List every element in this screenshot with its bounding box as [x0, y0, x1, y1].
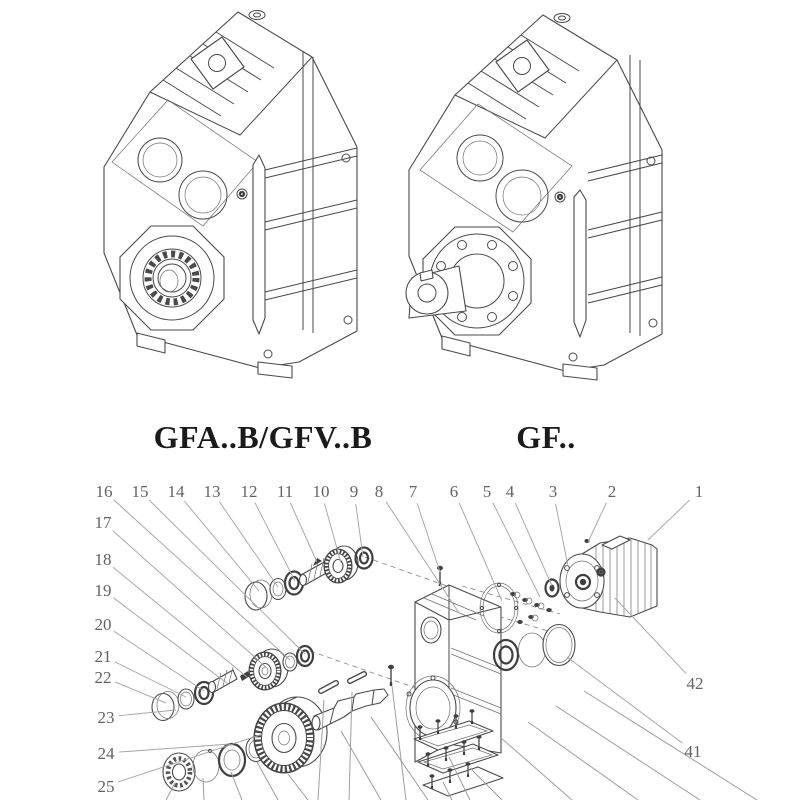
assembled-view-left-drawing [104, 11, 357, 379]
front-pillar-rib [574, 190, 586, 337]
callout-number-18: 18 [94, 550, 112, 569]
cutoff-leader-15 [528, 722, 638, 800]
leader-line-3 [556, 504, 568, 566]
oil-plug-top [554, 14, 570, 23]
leader-line-1 [648, 500, 690, 540]
leader-line-16 [114, 500, 290, 660]
callout-number-8: 8 [374, 482, 384, 501]
leader-line-18 [113, 567, 247, 677]
pin-bolt [388, 665, 394, 686]
leader-line-21 [115, 662, 186, 697]
callout-number-7: 7 [408, 482, 418, 501]
output-shaft-and-keys [312, 665, 394, 730]
callout-number-10: 10 [312, 482, 330, 501]
callout-number-2: 2 [607, 482, 617, 501]
callout-number-11: 11 [276, 482, 294, 501]
callout-number-12: 12 [240, 482, 258, 501]
callout-number-22: 22 [94, 668, 112, 687]
callout-number-3: 3 [548, 482, 558, 501]
leader-line-7 [417, 503, 440, 572]
leader-line-2 [588, 503, 606, 542]
callout-number-14: 14 [167, 482, 185, 501]
leader-line-19 [113, 598, 228, 684]
leader-line-11 [290, 503, 317, 562]
cutoff-leader-5 [288, 774, 308, 800]
callout-number-41: 41 [684, 742, 702, 761]
callout-number-24: 24 [97, 744, 115, 763]
callout-number-6: 6 [449, 482, 459, 501]
model-label-left: GFA..B/GFV..B [153, 419, 373, 455]
cutoff-leader-10 [392, 686, 406, 800]
callout-number-4: 4 [505, 482, 515, 501]
callout-number-17: 17 [94, 513, 112, 532]
callout-number-21: 21 [94, 647, 112, 666]
oil-plug-top [249, 11, 265, 20]
callout-number-20: 20 [94, 615, 112, 634]
leader-line-20 [114, 631, 204, 691]
leader-line-15 [149, 500, 305, 654]
leader-line-42 [615, 598, 686, 674]
output-shaft [406, 266, 466, 318]
hollow-shaft-bearing [120, 226, 224, 330]
circlip [519, 633, 546, 667]
callout-number-16: 16 [95, 482, 113, 501]
callout-number-13: 13 [203, 482, 221, 501]
input-shaft-assembly [245, 546, 373, 610]
exploded-view [95, 482, 758, 800]
output-gear [254, 697, 327, 773]
callout-number-42: 42 [686, 674, 704, 693]
callout-number-9: 9 [349, 482, 359, 501]
assembled-view-right-drawing [406, 14, 662, 381]
callout-number-25: 25 [97, 777, 115, 796]
leader-line-22 [115, 682, 166, 703]
cutoff-leader-2 [203, 778, 204, 800]
cutoff-leader-17 [584, 691, 757, 800]
leader-line-4 [515, 503, 552, 586]
callout-number-5: 5 [482, 482, 492, 501]
leader-line-13 [219, 502, 278, 587]
motor-assembly [560, 536, 657, 617]
model-label-right: GF.. [516, 419, 576, 455]
cutoff-leader-8 [341, 731, 381, 800]
cutoff-leader-16 [556, 706, 700, 800]
front-pillar-rib [253, 155, 265, 334]
leader-line-41 [567, 657, 683, 743]
leader-line-6 [459, 503, 502, 601]
motor-pinion [596, 567, 605, 576]
callout-number-15: 15 [131, 482, 149, 501]
callout-number-1: 1 [694, 482, 704, 501]
leader-line-17 [113, 531, 268, 669]
callout-number-19: 19 [94, 581, 112, 600]
vent-bolt [437, 566, 443, 586]
cutoff-leader-14 [500, 737, 572, 800]
callout-numbers [95, 482, 704, 796]
leader-line-12 [255, 503, 295, 581]
callout-number-23: 23 [97, 708, 115, 727]
